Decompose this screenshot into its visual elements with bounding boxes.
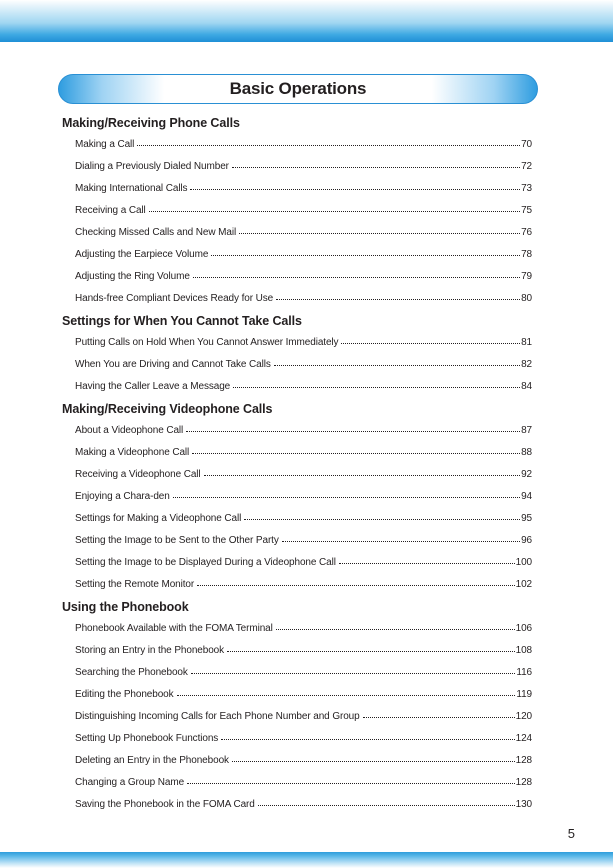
toc-entry-page: 124 [515, 733, 532, 744]
toc-entry-page: 81 [521, 337, 532, 348]
toc-entry-label: Storing an Entry in the Phonebook [75, 645, 225, 656]
toc-entry-label: Saving the Phonebook in the FOMA Card [75, 799, 255, 810]
toc-entry[interactable] [75, 552, 532, 574]
toc-entry[interactable] [75, 354, 532, 376]
toc-entry[interactable] [75, 684, 532, 706]
section-heading: Using the Phonebook [62, 600, 189, 614]
toc-entry-page: 120 [515, 711, 532, 722]
dot-leader [149, 210, 520, 212]
toc-entry[interactable] [75, 640, 532, 662]
toc-entry-label: Distinguishing Incoming Calls for Each Phone Number and Group [75, 711, 360, 722]
dot-leader [197, 584, 514, 586]
toc-entry-page: 87 [521, 425, 532, 436]
toc-entry-label: Dialing a Previously Dialed Number [75, 161, 229, 172]
toc-entry-label: Making International Calls [75, 183, 188, 194]
dot-leader [193, 276, 520, 278]
toc-entry-label: Phonebook Available with the FOMA Terminal [75, 623, 273, 634]
dot-leader [232, 760, 515, 762]
toc-entry-page: 80 [521, 293, 532, 304]
section-heading: Making/Receiving Phone Calls [62, 116, 240, 130]
toc-entry-page: 108 [515, 645, 532, 656]
toc-entry[interactable] [75, 728, 532, 750]
toc-entry-page: 94 [521, 491, 532, 502]
dot-leader [190, 188, 520, 190]
toc-entry-label: Adjusting the Ring Volume [75, 271, 190, 282]
section-heading: Settings for When You Cannot Take Calls [62, 314, 302, 328]
toc-entry-page: 70 [521, 139, 532, 150]
toc-entry[interactable] [75, 486, 532, 508]
dot-leader [173, 496, 520, 498]
toc-entry[interactable] [75, 156, 532, 178]
table-of-contents [62, 112, 532, 816]
toc-entry[interactable] [75, 222, 532, 244]
toc-entry-label: Setting the Image to be Displayed During a Videophone Call [75, 557, 336, 568]
toc-entry-page: 116 [516, 667, 532, 678]
toc-entry[interactable] [75, 288, 532, 310]
toc-entry-label: Deleting an Entry in the Phonebook [75, 755, 229, 766]
toc-entry[interactable] [75, 508, 532, 530]
toc-entry-label: Checking Missed Calls and New Mail [75, 227, 237, 238]
toc-entry[interactable] [75, 244, 532, 266]
toc-entry[interactable] [75, 200, 532, 222]
footer-band [0, 852, 613, 868]
toc-entry-label: Making a Videophone Call [75, 447, 190, 458]
toc-entry-page: 79 [521, 271, 532, 282]
toc-entry-label: Making a Call [75, 139, 135, 150]
toc-entry[interactable] [75, 178, 532, 200]
toc-entry[interactable] [75, 332, 532, 354]
toc-entry[interactable] [75, 574, 532, 596]
dot-leader [191, 672, 516, 674]
toc-entry-page: 119 [516, 689, 532, 700]
toc-entry-page: 82 [521, 359, 532, 370]
toc-entry[interactable] [75, 794, 532, 816]
dot-leader [258, 804, 515, 806]
toc-entry-label: Setting the Remote Monitor [75, 579, 195, 590]
title-bar [58, 74, 538, 104]
toc-entry-page: 76 [521, 227, 532, 238]
toc-entry-label: Searching the Phonebook [75, 667, 188, 678]
dot-leader [274, 364, 520, 366]
dot-leader [204, 474, 521, 476]
dot-leader [187, 782, 515, 784]
toc-entry-label: Having the Caller Leave a Message [75, 381, 231, 392]
dot-leader [137, 144, 520, 146]
toc-entry-page: 84 [521, 381, 532, 392]
toc-entry-label: Hands-free Compliant Devices Ready for Use [75, 293, 274, 304]
toc-entry-page: 95 [521, 513, 532, 524]
toc-entry-label: Enjoying a Chara-den [75, 491, 170, 502]
dot-leader [239, 232, 520, 234]
toc-entry[interactable] [75, 266, 532, 288]
toc-entry[interactable] [75, 662, 532, 684]
dot-leader [233, 386, 520, 388]
toc-entry-page: 130 [515, 799, 532, 810]
toc-entry[interactable] [75, 706, 532, 728]
toc-entry-page: 72 [521, 161, 532, 172]
dot-leader [177, 694, 516, 696]
dot-leader [227, 650, 515, 652]
toc-entry-label: Settings for Making a Videophone Call [75, 513, 242, 524]
toc-entry-page: 92 [521, 469, 532, 480]
toc-entry[interactable] [75, 420, 532, 442]
toc-entry-label: Setting Up Phonebook Functions [75, 733, 219, 744]
toc-entry-page: 88 [521, 447, 532, 458]
toc-entry[interactable] [75, 530, 532, 552]
dot-leader [192, 452, 520, 454]
dot-leader [211, 254, 520, 256]
toc-entry-label: About a Videophone Call [75, 425, 184, 436]
dot-leader [363, 716, 515, 718]
toc-entry-page: 128 [515, 755, 532, 766]
toc-entry-page: 128 [515, 777, 532, 788]
toc-entry-label: Changing a Group Name [75, 777, 185, 788]
toc-entry[interactable] [75, 376, 532, 398]
toc-entry[interactable] [75, 442, 532, 464]
toc-entry-label: Editing the Phonebook [75, 689, 174, 700]
dot-leader [244, 518, 520, 520]
toc-entry-label: Adjusting the Earpiece Volume [75, 249, 209, 260]
dot-leader [221, 738, 514, 740]
toc-entry[interactable] [75, 134, 532, 156]
toc-entry-page: 75 [521, 205, 532, 216]
page-number: 5 [567, 826, 575, 841]
toc-entry-page: 100 [515, 557, 532, 568]
toc-entry-page: 73 [521, 183, 532, 194]
toc-entry[interactable] [75, 618, 532, 640]
toc-entry-label: Setting the Image to be Sent to the Other Party [75, 535, 279, 546]
toc-entry-page: 96 [521, 535, 532, 546]
toc-entry[interactable] [75, 464, 532, 486]
dot-leader [339, 562, 515, 564]
page-title: Basic Operations [229, 79, 367, 98]
toc-entry-page: 78 [521, 249, 532, 260]
header-band [0, 0, 613, 42]
dot-leader [282, 540, 520, 542]
dot-leader [276, 628, 515, 630]
toc-entry[interactable] [75, 772, 532, 794]
toc-entry-label: When You are Driving and Cannot Take Calls [75, 359, 271, 370]
toc-entry-label: Receiving a Call [75, 205, 146, 216]
section-heading: Making/Receiving Videophone Calls [62, 402, 273, 416]
toc-entry[interactable] [75, 750, 532, 772]
dot-leader [186, 430, 520, 432]
toc-entry-page: 102 [515, 579, 532, 590]
toc-entry-label: Putting Calls on Hold When You Cannot Answer Immediately [75, 337, 339, 348]
dot-leader [341, 342, 520, 344]
toc-entry-label: Receiving a Videophone Call [75, 469, 201, 480]
dot-leader [276, 298, 520, 300]
toc-entry-page: 106 [515, 623, 532, 634]
dot-leader [232, 166, 520, 168]
